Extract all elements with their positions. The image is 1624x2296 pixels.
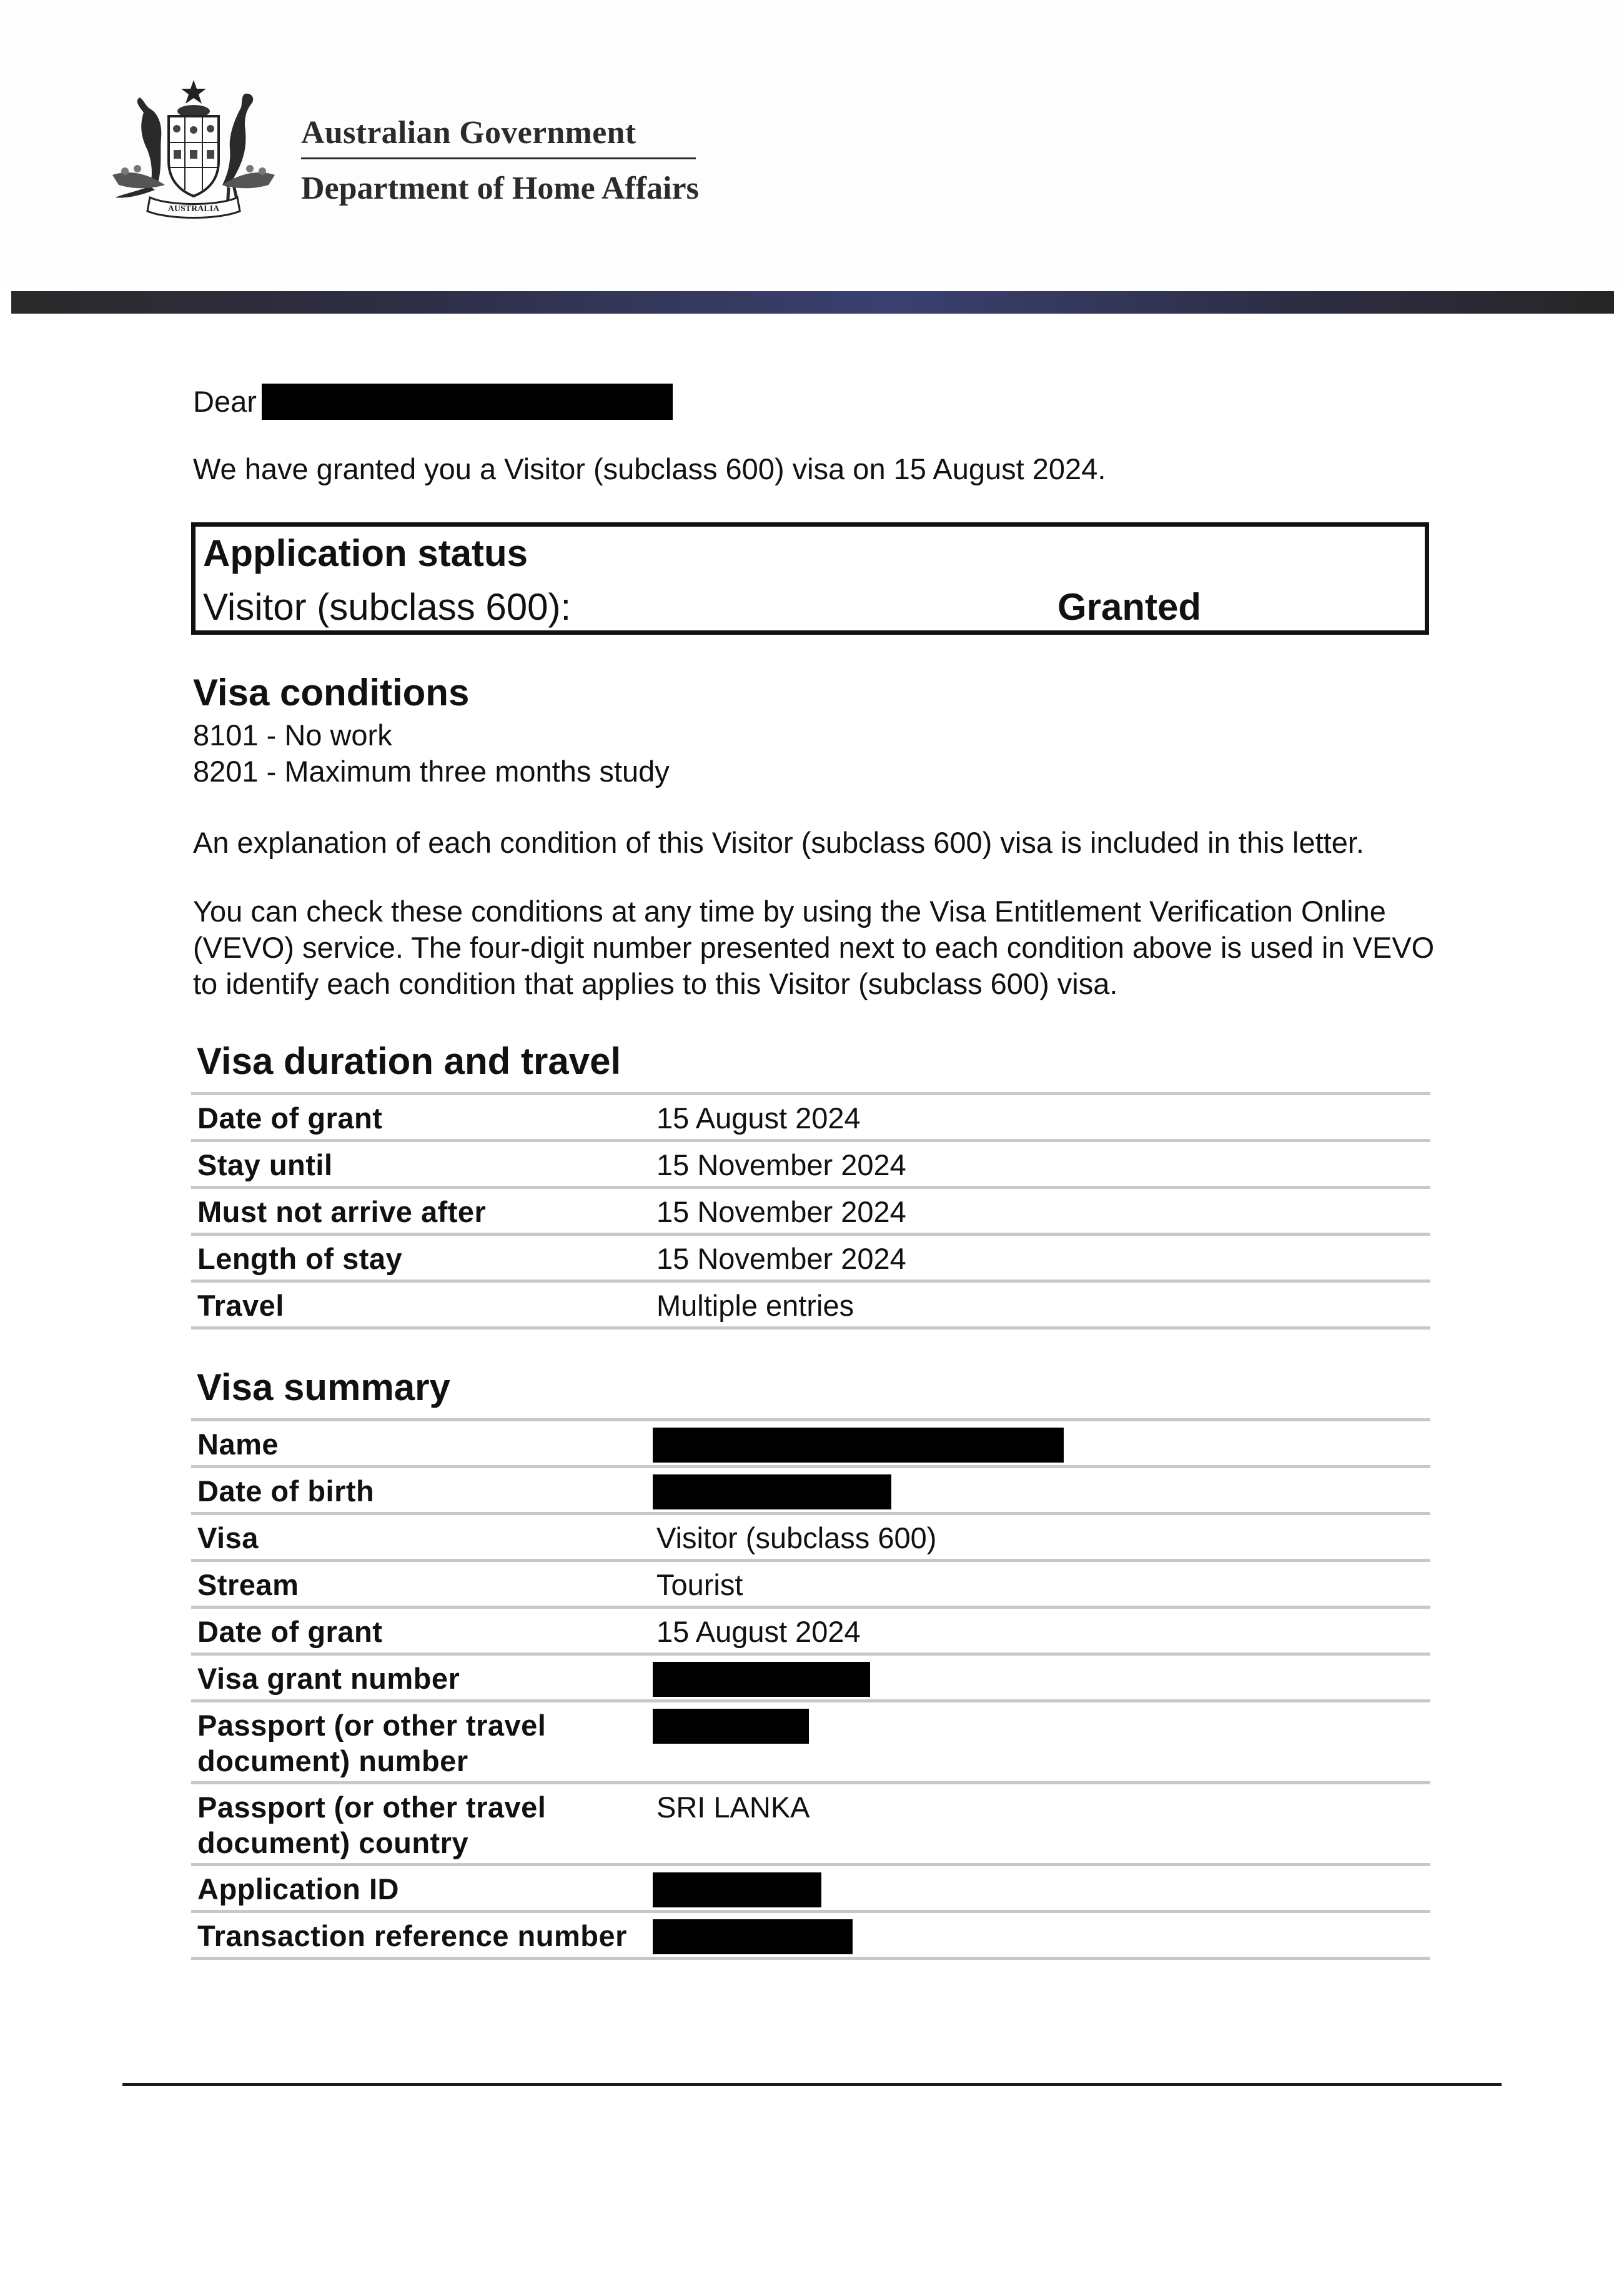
redacted-passport-number <box>653 1709 809 1744</box>
row-value: 15 November 2024 <box>656 1195 906 1228</box>
salutation: Dear <box>193 385 257 418</box>
visa-duration-heading: Visa duration and travel <box>197 1040 621 1082</box>
table-row <box>191 1866 1430 1913</box>
row-label: Visa <box>197 1521 259 1554</box>
redacted-visa-grant-number <box>653 1662 870 1697</box>
row-value <box>650 1866 1430 1910</box>
table-row <box>191 1784 1430 1866</box>
redacted-transaction-reference <box>653 1919 853 1954</box>
table-row <box>191 1562 1430 1609</box>
department-name: Department of Home Affairs <box>301 171 699 206</box>
redacted-application-id <box>653 1872 821 1907</box>
condition-item: 8201 - Maximum three months study <box>193 755 670 788</box>
redacted-name <box>653 1428 1064 1463</box>
salutation-line <box>193 384 673 422</box>
row-value: Visitor (subclass 600) <box>656 1521 937 1554</box>
row-value <box>650 1702 1430 1781</box>
government-name: Australian Government <box>301 115 636 151</box>
row-label: Must not arrive after <box>197 1195 487 1228</box>
vevo-paragraph: You can check these conditions at any time by using the Visa Entitlement Verification Online (VEVO) service. The four-digit number presented next to each condition above is used in VEVO to identify each condition that applies to this Visitor (subclass 600) visa. <box>193 895 1435 1000</box>
row-value: 15 November 2024 <box>656 1148 906 1181</box>
row-label: Stay until <box>197 1148 333 1181</box>
row-label: Date of birth <box>197 1474 375 1508</box>
table-row <box>191 1468 1430 1515</box>
table-row <box>191 1283 1430 1329</box>
visa-conditions-list <box>193 717 670 790</box>
row-label: Passport (or other travel document) country <box>197 1791 547 1859</box>
visa-conditions-heading: Visa conditions <box>193 672 470 713</box>
table-row <box>191 1142 1430 1189</box>
row-value: Multiple entries <box>656 1289 854 1322</box>
table-row <box>191 1609 1430 1656</box>
footer-divider <box>122 2083 1502 2086</box>
wordmark-divider <box>301 157 696 159</box>
status-visa-label: Visitor (subclass 600): <box>203 586 572 628</box>
condition-item: 8101 - No work <box>193 718 392 752</box>
table-row <box>191 1236 1430 1283</box>
coat-of-arms-icon <box>100 75 287 225</box>
row-label: Transaction reference number <box>197 1919 627 1952</box>
row-label: Visa grant number <box>197 1662 460 1695</box>
visa-summary-heading: Visa summary <box>197 1366 450 1408</box>
grant-statement: We have granted you a Visitor (subclass 600) visa on 15 August 2024. <box>193 452 1106 485</box>
row-value: 15 August 2024 <box>656 1615 861 1648</box>
letterhead <box>0 0 1624 287</box>
visa-summary-table <box>191 1418 1430 1960</box>
row-label: Stream <box>197 1568 299 1601</box>
redacted-date-of-birth <box>653 1474 891 1509</box>
row-value <box>650 1468 1430 1512</box>
table-row <box>191 1515 1430 1562</box>
row-label: Date of grant <box>197 1615 383 1648</box>
row-value <box>650 1421 1430 1465</box>
row-label: Length of stay <box>197 1242 403 1275</box>
row-value <box>650 1656 1430 1699</box>
row-label: Passport (or other travel document) number <box>197 1709 547 1777</box>
table-row <box>191 1421 1430 1468</box>
row-value <box>650 1913 1430 1957</box>
table-row <box>191 1095 1430 1142</box>
table-row <box>191 1702 1430 1784</box>
row-value: Tourist <box>656 1568 743 1601</box>
row-value: 15 August 2024 <box>656 1101 861 1135</box>
row-label: Date of grant <box>197 1101 383 1135</box>
redacted-recipient-name <box>262 384 673 420</box>
visa-duration-table <box>191 1092 1430 1329</box>
status-title: Application status <box>203 532 528 574</box>
status-value: Granted <box>1057 586 1202 628</box>
row-value: 15 November 2024 <box>656 1242 906 1275</box>
conditions-explanation: An explanation of each condition of this Visitor (subclass 600) visa is included in this letter. <box>193 826 1364 859</box>
row-value: SRI LANKA <box>656 1791 810 1824</box>
crest-motto: AUSTRALIA <box>167 204 220 214</box>
header-banner-bar <box>11 291 1614 314</box>
table-row <box>191 1913 1430 1960</box>
application-status-box <box>191 522 1429 635</box>
table-row <box>191 1656 1430 1702</box>
table-row <box>191 1189 1430 1236</box>
row-label: Application ID <box>197 1872 399 1906</box>
row-label: Name <box>197 1428 279 1461</box>
government-wordmark <box>301 111 701 211</box>
row-label: Travel <box>197 1289 284 1322</box>
